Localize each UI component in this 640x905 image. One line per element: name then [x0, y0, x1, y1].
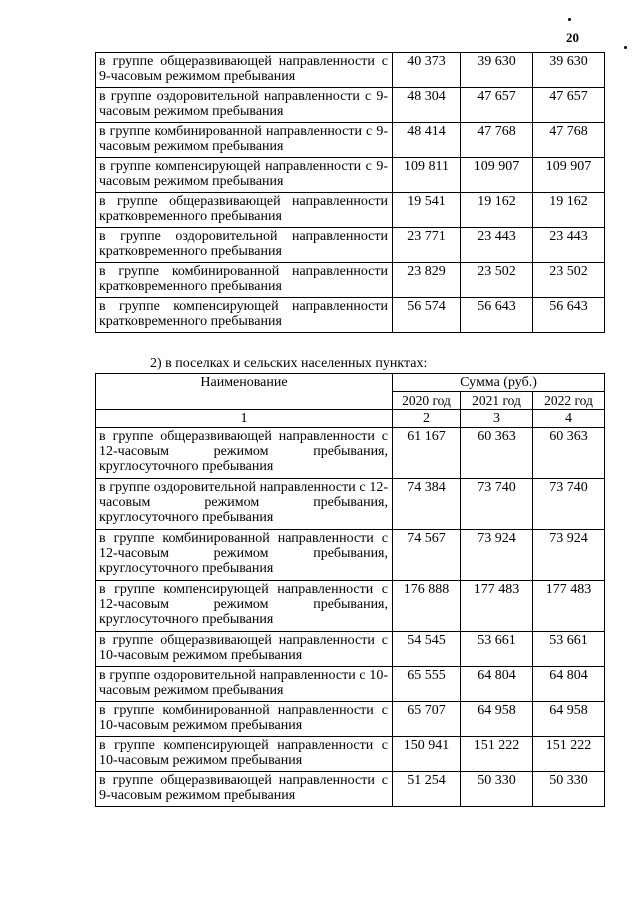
row-name: в группе общеразвивающей направленности с 9-часовым режимом пребывания	[96, 772, 393, 807]
value-2020: 65 707	[393, 702, 461, 737]
page-number: 20	[566, 30, 579, 45]
value-2021: 23 502	[461, 263, 533, 298]
value-2020: 150 941	[393, 737, 461, 772]
value-2020: 48 304	[393, 88, 461, 123]
value-2020: 61 167	[393, 428, 461, 479]
column-number: 3	[461, 410, 533, 428]
value-2022: 64 958	[533, 702, 605, 737]
value-2021: 64 804	[461, 667, 533, 702]
row-name: в группе общеразвивающей направленности с 10-часовым режимом пребывания	[96, 632, 393, 667]
value-2021: 53 661	[461, 632, 533, 667]
value-2022: 19 162	[533, 193, 605, 228]
table-row	[96, 530, 605, 581]
value-2022: 23 502	[533, 263, 605, 298]
row-name: в группе комбинированной направленности с 12-часовым режимом пребывания, круглосуточного пребывания	[96, 530, 393, 581]
value-2021: 19 162	[461, 193, 533, 228]
value-2021: 64 958	[461, 702, 533, 737]
value-2021: 50 330	[461, 772, 533, 807]
table-row	[96, 228, 605, 263]
table-row	[96, 479, 605, 530]
value-2020: 109 811	[393, 158, 461, 193]
row-name: в группе общеразвивающей направленности с 9-часовым режимом пребывания	[96, 53, 393, 88]
value-2022: 60 363	[533, 428, 605, 479]
value-2022: 109 907	[533, 158, 605, 193]
value-2021: 47 768	[461, 123, 533, 158]
value-2020: 51 254	[393, 772, 461, 807]
value-2021: 60 363	[461, 428, 533, 479]
value-2020: 74 384	[393, 479, 461, 530]
row-name: в группе оздоровительной направленности с 12-часовым режимом пребывания, круглосуточного пребывания	[96, 479, 393, 530]
rates-table-continued	[95, 52, 605, 333]
value-2020: 48 414	[393, 123, 461, 158]
header-sum: Сумма (руб.)	[393, 374, 605, 392]
value-2021: 47 657	[461, 88, 533, 123]
column-number: 1	[96, 410, 393, 428]
value-2020: 19 541	[393, 193, 461, 228]
row-name: в группе комбинированной направленности с 9-часовым режимом пребывания	[96, 123, 393, 158]
value-2021: 177 483	[461, 581, 533, 632]
table-row	[96, 428, 605, 479]
value-2021: 39 630	[461, 53, 533, 88]
value-2020: 54 545	[393, 632, 461, 667]
table-row	[96, 53, 605, 88]
value-2022: 73 924	[533, 530, 605, 581]
value-2022: 56 643	[533, 298, 605, 333]
table-row	[96, 632, 605, 667]
header-year: 2021 год	[461, 392, 533, 410]
column-number: 2	[393, 410, 461, 428]
value-2022: 73 740	[533, 479, 605, 530]
value-2021: 56 643	[461, 298, 533, 333]
row-name: в группе комбинированной направленности кратковременного пребывания	[96, 263, 393, 298]
row-name: в группе компенсирующей направленности с 12-часовым режимом пребывания, круглосуточного пребывания	[96, 581, 393, 632]
row-name: в группе компенсирующей направленности кратковременного пребывания	[96, 298, 393, 333]
row-name: в группе компенсирующей направленности с 9-часовым режимом пребывания	[96, 158, 393, 193]
table-row	[96, 158, 605, 193]
row-name: в группе общеразвивающей направленности с 12-часовым режимом пребывания, круглосуточного пребывания	[96, 428, 393, 479]
table-row	[96, 737, 605, 772]
header-name: Наименование	[96, 374, 393, 410]
row-name: в группе оздоровительной направленности с 9-часовым режимом пребывания	[96, 88, 393, 123]
column-number: 4	[533, 410, 605, 428]
value-2022: 50 330	[533, 772, 605, 807]
mark-dot	[568, 18, 571, 21]
value-2022: 47 657	[533, 88, 605, 123]
row-name: в группе общеразвивающей направленности кратковременного пребывания	[96, 193, 393, 228]
value-2020: 40 373	[393, 53, 461, 88]
table-row	[96, 581, 605, 632]
value-2022: 53 661	[533, 632, 605, 667]
value-2022: 177 483	[533, 581, 605, 632]
section-title: 2) в поселках и сельских населенных пунктах:	[150, 356, 428, 371]
table-row	[96, 702, 605, 737]
value-2020: 176 888	[393, 581, 461, 632]
value-2022: 23 443	[533, 228, 605, 263]
row-name: в группе оздоровительной направленности с 10-часовым режимом пребывания	[96, 667, 393, 702]
value-2020: 56 574	[393, 298, 461, 333]
row-name: в группе оздоровительной направленности кратковременного пребывания	[96, 228, 393, 263]
mark-dot	[624, 46, 627, 49]
value-2022: 151 222	[533, 737, 605, 772]
table-row	[96, 667, 605, 702]
table-row	[96, 263, 605, 298]
header-year: 2020 год	[393, 392, 461, 410]
value-2022: 39 630	[533, 53, 605, 88]
table-row	[96, 298, 605, 333]
table-row	[96, 772, 605, 807]
value-2021: 23 443	[461, 228, 533, 263]
value-2021: 73 924	[461, 530, 533, 581]
table-row	[96, 123, 605, 158]
value-2020: 65 555	[393, 667, 461, 702]
value-2021: 73 740	[461, 479, 533, 530]
header-year: 2022 год	[533, 392, 605, 410]
value-2020: 74 567	[393, 530, 461, 581]
value-2022: 47 768	[533, 123, 605, 158]
value-2022: 64 804	[533, 667, 605, 702]
value-2021: 109 907	[461, 158, 533, 193]
value-2020: 23 771	[393, 228, 461, 263]
row-name: в группе комбинированной направленности с 10-часовым режимом пребывания	[96, 702, 393, 737]
row-name: в группе компенсирующей направленности с 10-часовым режимом пребывания	[96, 737, 393, 772]
rates-table-villages	[95, 373, 605, 807]
value-2021: 151 222	[461, 737, 533, 772]
table-row	[96, 88, 605, 123]
value-2020: 23 829	[393, 263, 461, 298]
table-row	[96, 193, 605, 228]
